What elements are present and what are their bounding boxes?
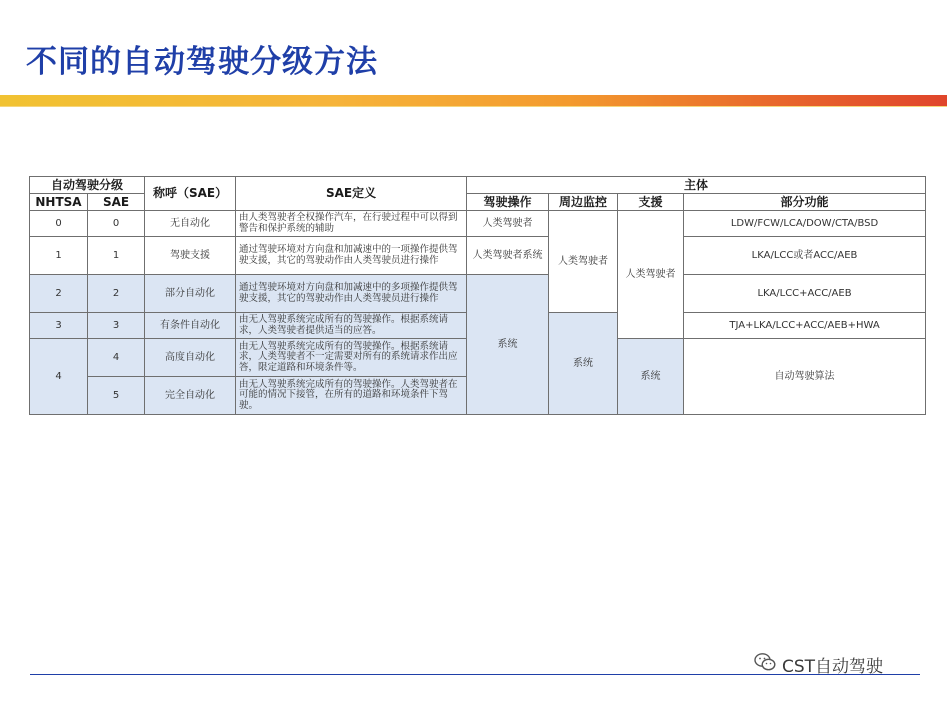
autonomy-levels-table bbox=[29, 176, 926, 415]
table-row bbox=[30, 211, 926, 237]
watermark-text: CST自动驾驶 bbox=[782, 656, 884, 677]
name-cell: 完全自动化 bbox=[145, 377, 236, 415]
header-level-group: 自动驾驶分级 bbox=[30, 177, 145, 194]
header-subject: 主体 bbox=[467, 177, 926, 194]
name-cell: 部分自动化 bbox=[145, 275, 236, 313]
header-support: 支援 bbox=[618, 194, 684, 211]
function-cell: LKA/LCC或者ACC/AEB bbox=[684, 237, 926, 275]
function-cell: LDW/FCW/LCA/DOW/CTA/BSD bbox=[684, 211, 926, 237]
nhtsa-cell: 0 bbox=[30, 211, 88, 237]
sae-cell: 1 bbox=[88, 237, 145, 275]
slide-title: 不同的自动驾驶分级方法 bbox=[26, 44, 378, 80]
driving-cell: 人类驾驶者 bbox=[467, 211, 549, 237]
sae-cell: 4 bbox=[88, 339, 145, 377]
driving-cell: 人类驾驶者系统 bbox=[467, 237, 549, 275]
driving-system-cell: 系统 bbox=[467, 275, 549, 415]
nhtsa-cell: 1 bbox=[30, 237, 88, 275]
monitoring-human-cell: 人类驾驶者 bbox=[549, 211, 618, 313]
function-cell: LKA/LCC+ACC/AEB bbox=[684, 275, 926, 313]
name-cell: 有条件自动化 bbox=[145, 313, 236, 339]
nhtsa-cell: 4 bbox=[30, 339, 88, 415]
definition-cell: 通过驾驶环境对方向盘和加减速中的多项操作提供驾驶支援，其它的驾驶动作由人类驾驶员进行操作 bbox=[236, 275, 467, 313]
definition-cell: 通过驾驶环境对方向盘和加减速中的一项操作提供驾驶支援，其它的驾驶动作由人类驾驶员进行操作 bbox=[236, 237, 467, 275]
function-cell: 自动驾驶算法 bbox=[684, 339, 926, 415]
name-cell: 驾驶支援 bbox=[145, 237, 236, 275]
title-accent-bar bbox=[0, 95, 947, 106]
header-functions: 部分功能 bbox=[684, 194, 926, 211]
table-row bbox=[30, 237, 926, 275]
sae-cell: 2 bbox=[88, 275, 145, 313]
sae-cell: 0 bbox=[88, 211, 145, 237]
header-sae: SAE bbox=[88, 194, 145, 211]
header-name: 称呼（SAE） bbox=[145, 177, 236, 211]
watermark bbox=[754, 651, 883, 677]
monitoring-system-cell: 系统 bbox=[549, 313, 618, 415]
sae-cell: 5 bbox=[88, 377, 145, 415]
sae-cell: 3 bbox=[88, 313, 145, 339]
function-cell: TJA+LKA/LCC+ACC/AEB+HWA bbox=[684, 313, 926, 339]
definition-cell: 由无人驾驶系统完成所有的驾驶操作。人类驾驶者在可能的情况下接管，在所有的道路和环境条件下驾驶。 bbox=[236, 377, 467, 415]
support-system-cell: 系统 bbox=[618, 339, 684, 415]
definition-cell: 由无人驾驶系统完成所有的驾驶操作。根据系统请求，人类驾驶者不一定需要对所有的系统请求作出应答，限定道路和环境条件等。 bbox=[236, 339, 467, 377]
name-cell: 无自动化 bbox=[145, 211, 236, 237]
header-driving: 驾驶操作 bbox=[467, 194, 549, 211]
name-cell: 高度自动化 bbox=[145, 339, 236, 377]
nhtsa-cell: 2 bbox=[30, 275, 88, 313]
table-row bbox=[30, 275, 926, 313]
title-accent-line bbox=[0, 106, 947, 107]
header-nhtsa: NHTSA bbox=[30, 194, 88, 211]
definition-cell: 由无人驾驶系统完成所有的驾驶操作。根据系统请求，人类驾驶者提供适当的应答。 bbox=[236, 313, 467, 339]
wechat-icon bbox=[754, 652, 776, 677]
nhtsa-cell: 3 bbox=[30, 313, 88, 339]
header-definition: SAE定义 bbox=[236, 177, 467, 211]
definition-cell: 由人类驾驶者全权操作汽车，在行驶过程中可以得到警告和保护系统的辅助 bbox=[236, 211, 467, 237]
header-monitoring: 周边监控 bbox=[549, 194, 618, 211]
support-human-cell: 人类驾驶者 bbox=[618, 211, 684, 339]
